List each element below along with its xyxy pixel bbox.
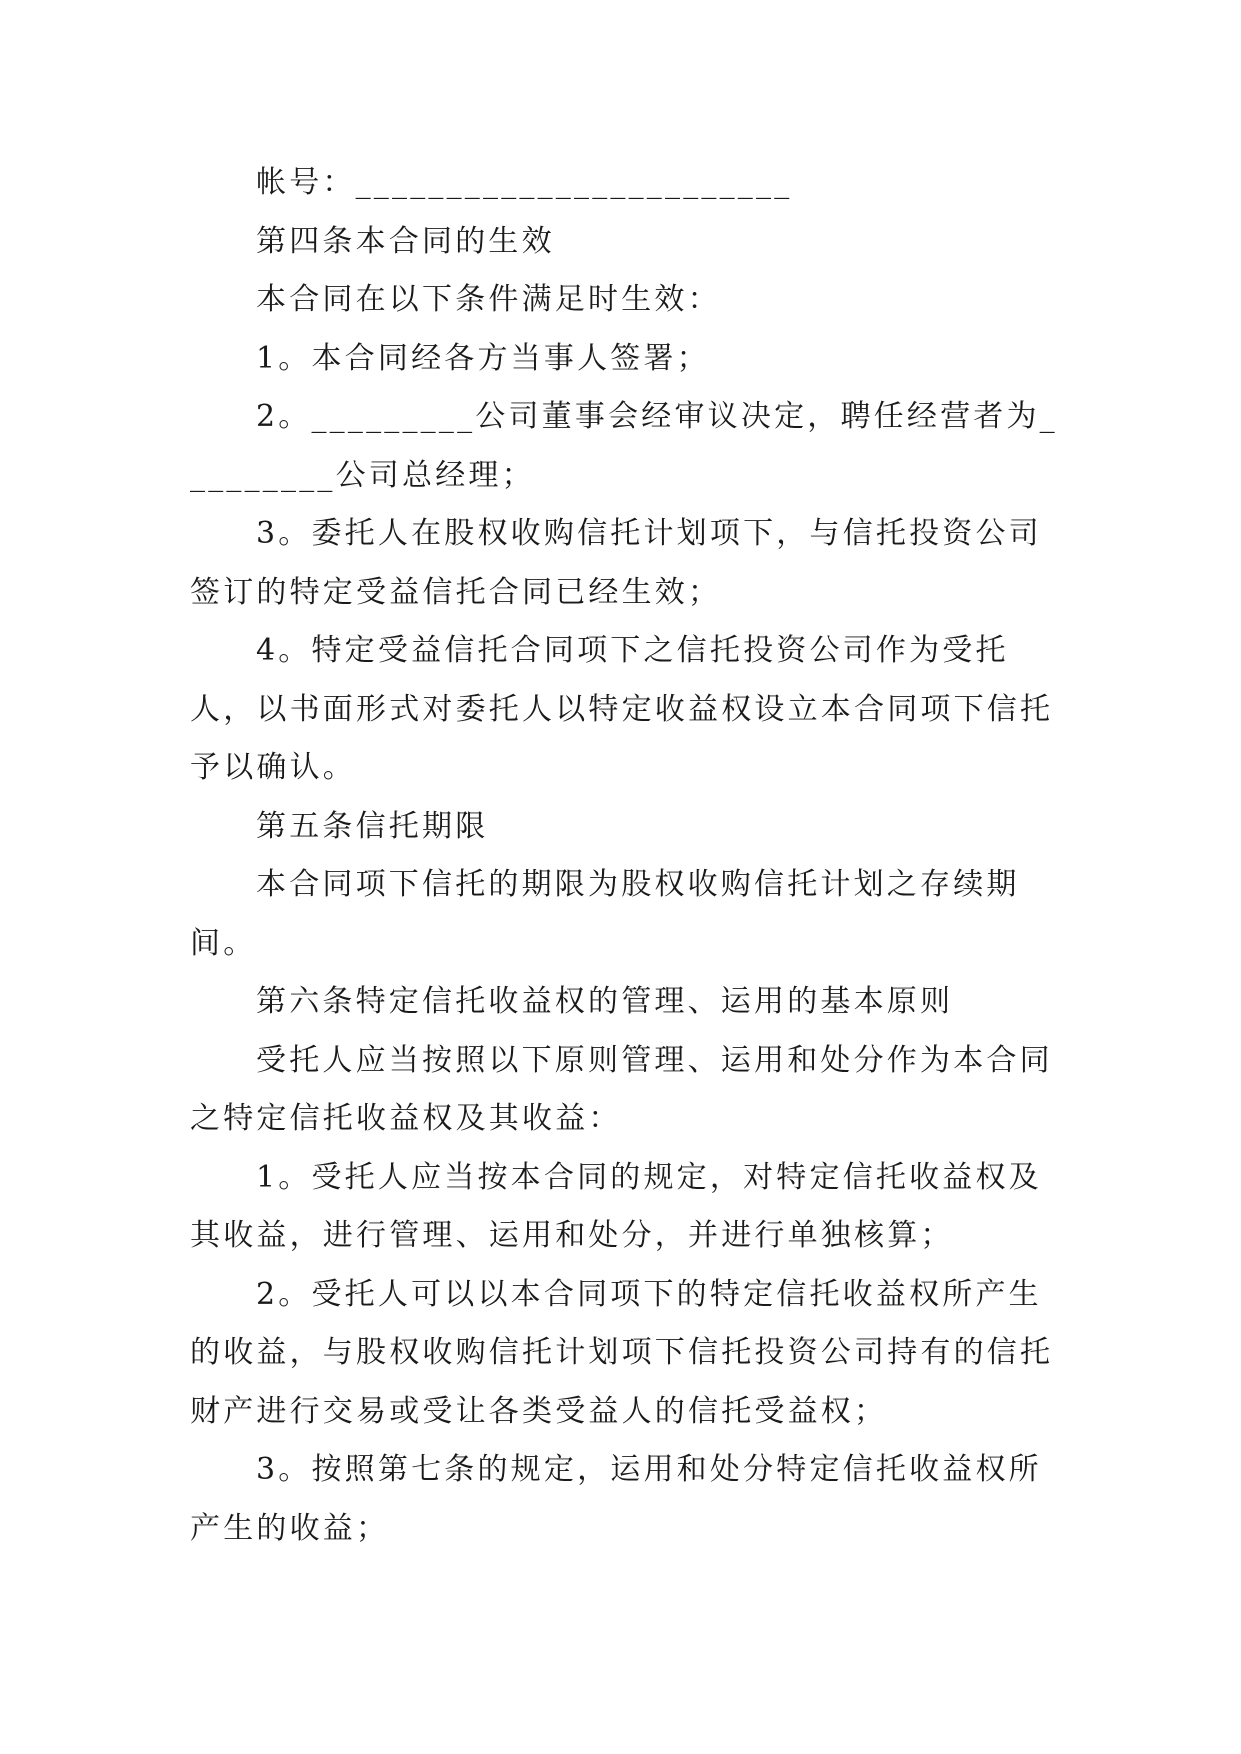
article-6-item-1: 1。受托人应当按本合同的规定，对特定信托收益权及其收益，进行管理、运用和处分，并进行单独核算；: [190, 1159, 1042, 1253]
account-line: 帐号：________________________: [256, 165, 793, 200]
article-6-item-3: 3。按照第七条的规定，运用和处分特定信托收益权所产生的收益；: [190, 1452, 1042, 1546]
article-4-item-4: 4。特定受益信托合同项下之信托投资公司作为受托人，以书面形式对委托人以特定收益权设立本合同项下信托予以确认。: [190, 633, 1054, 785]
article-4-item-2: 2。_________公司董事会经审议决定，聘任经营者为_________公司总经理；: [190, 399, 1058, 493]
article-4-item-1: 1。本合同经各方当事人签署；: [256, 340, 710, 376]
article-5-body: 本合同项下信托的期限为股权收购信托计划之存续期间。: [190, 867, 1020, 961]
article-4-heading: 第四条本合同的生效: [256, 223, 555, 259]
article-6-heading: 第六条特定信托收益权的管理、运用的基本原则: [256, 984, 954, 1019]
article-6-item-2: 2。受托人可以以本合同项下的特定信托收益权所产生的收益，与股权收购信托计划项下信托投资公司持有的信托财产进行交易或受让各类受益人的信托受益权；: [190, 1276, 1054, 1429]
article-4-item-3: 3。委托人在股权收购信托计划项下，与信托投资公司签订的特定受益信托合同已经生效；: [190, 516, 1042, 610]
article-4-intro: 本合同在以下条件满足时生效：: [256, 282, 721, 317]
article-5-heading: 第五条信托期限: [256, 808, 489, 844]
document-body: [190, 154, 1070, 1558]
article-6-intro: 受托人应当按照以下原则管理、运用和处分作为本合同之特定信托收益权及其收益：: [190, 1042, 1053, 1136]
